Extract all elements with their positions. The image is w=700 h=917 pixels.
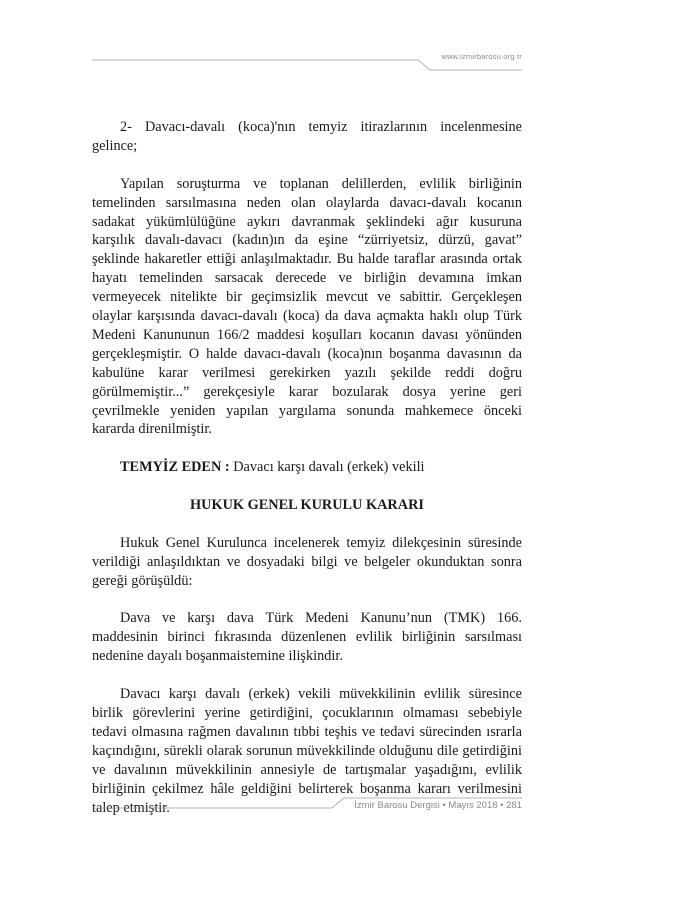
paragraph-1: 2- Davacı-davalı (koca)'nın temyiz itirazlarının incelenmesine gelince; <box>92 119 522 154</box>
paragraph-6: Davacı karşı davalı (erkek) vekili müvekkilinin evlilik süresince birlik görevlerini yerine getirdiğini, çocuklarının olmaması sebebiyle tedavi olmasına rağmen davalının tıbbi teşhis ve tedavi sürecinden ısrarla kaçındığını, sürekli olarak sorunun müvekkilinde olduğunu dile getirdiğini ve davalının müvekkilinin annesiyle de tartışmalar yaşadığını, evlilik birliğinin çekilmez hâle geldiğini belirterek boşanma kararı verilmesini talep etmiştir. <box>92 686 522 816</box>
header-url: www.izmirbarosu.org.tr <box>441 52 522 61</box>
footer-text: İzmir Barosu Dergisi • Mayıs 2018 • 281 <box>354 800 522 811</box>
paragraph-temyiz-eden <box>92 458 522 477</box>
header-rule <box>92 59 522 73</box>
paragraph-4: Hukuk Genel Kurulunca incelenerek temyiz dilekçesinin süresinde verildiği anlaşıldıktan ve dosyadaki bilgi ve belgeler okunduktan sonra gereği görüşüldü: <box>92 534 522 589</box>
page-body <box>92 118 522 836</box>
paragraph-2: Yapılan soruşturma ve toplanan delillerden, evlilik birliğinin temelinden sarsılmasına neden olan olaylarda davacı-davalı kocanın sadakat yükümlülüğüne aykırı davranmak şeklindeki ağır kusuruna karşılık davalı-davacı (kadın)ın da eşine “zürriyetsiz, dürzü, gavat” şeklinde hakaretler ettiği anlaşılmaktadır. Bu halde taraflar arasında ortak hayatı temelinden sarsacak derecede ve birliğin devamına imkan vermeyecek nitelikte bir geçimsizlik mevcut ve sabittir. Gerçekleşen olaylar karşısında davacı-davalı (koca) da dava açmakta haklı olup Türk Medeni Kanununun 166/2 maddesi koşulları kocanın davası yönünden gerçekleşmiştir. O halde davacı-davalı (koca)nın boşanma davasının da kabulüne karar verilmesi gerekirken yazılı şekilde reddi doğru görülmemiştir...” gerekçesiyle karar bozularak dosya yerine geri çevrilmekle yeniden yapılan yargılama sonunda mahkemece önceki kararda direnilmiştir. <box>92 175 522 438</box>
temyiz-eden-label: TEMYİZ EDEN : <box>120 459 230 476</box>
temyiz-eden-text: Davacı karşı davalı (erkek) vekili <box>229 459 425 476</box>
section-heading: HUKUK GENEL KURULU KARARI <box>190 497 424 514</box>
paragraph-5: Dava ve karşı dava Türk Medeni Kanunu’nun (TMK) 166. maddesinin birinci fıkrasında düzenlenen evlilik birliğinin sarsılması nedenine dayalı boşanmaistemine ilişkindir. <box>92 610 522 665</box>
